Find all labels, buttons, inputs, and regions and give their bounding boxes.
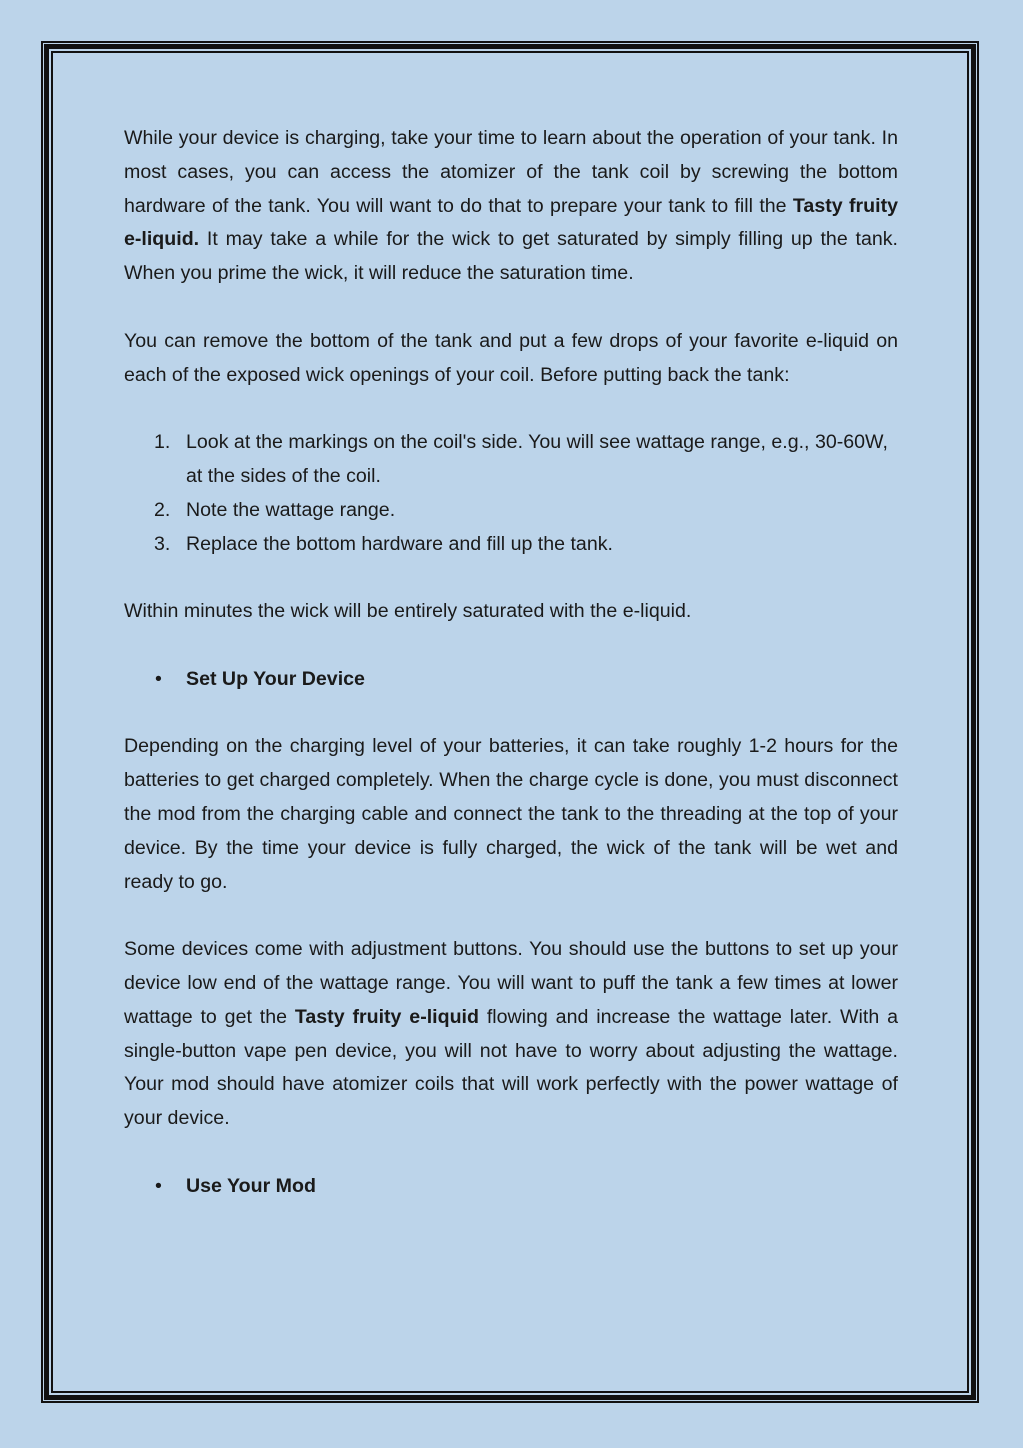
paragraph-text: Some devices come with adjustment buttons. You should use the buttons to set up your device low end of the wattage range. You will want to puff the tank a few times at lower wattage to get the xyxy=(124,938,898,1028)
list-item xyxy=(124,426,898,494)
paragraph-text: It may take a while for the wick to get saturated by simply filling up the tank. When you prime the wick, it will reduce the saturation time. xyxy=(124,228,898,285)
paragraph-text: flowing and increase the wattage later. With a single-button vape pen device, you will not have to worry about adjusting the wattage. Your mod should have atomizer coils that will work perfectly with the power wattage of your device. xyxy=(124,1005,898,1130)
section-heading-set-up xyxy=(124,663,898,697)
list-item xyxy=(124,528,898,562)
heading-text: Set Up Your Device xyxy=(186,667,365,690)
list-number: 2. xyxy=(154,498,171,521)
list-item-text: Replace the bottom hardware and fill up the tank. xyxy=(186,532,613,555)
bullet-icon: • xyxy=(155,1174,162,1197)
paragraph-tank-operation xyxy=(124,122,898,291)
paragraph-text: While your device is charging, take your time to learn about the operation of your tank. In most cases, you can access the atomizer of the tank coil by screwing the bottom hardware of the tank. You will want to do that to prepare your tank to fill the xyxy=(124,127,898,217)
section-heading-use-mod xyxy=(124,1170,898,1204)
paragraph-prime-wick: You can remove the bottom of the tank and put a few drops of your favorite e-liquid on each of the exposed wick openings of your coil. Before putting back the tank: xyxy=(124,329,898,386)
list-item xyxy=(124,494,898,528)
product-name-bold: Tasty fruity e-liquid xyxy=(294,1005,479,1028)
heading-text: Use Your Mod xyxy=(186,1174,316,1197)
bullet-icon: • xyxy=(155,667,162,690)
list-item-text: Look at the markings on the coil's side. You will see wattage range, e.g., 30-60W, at the sides of the coil. xyxy=(186,431,888,487)
paragraph-charging: Depending on the charging level of your batteries, it can take roughly 1-2 hours for the batteries to get charged completely. When the charge cycle is done, you must disconnect the mod from the charging cable and connect the tank to the threading at the top of your device. By the time your device is fully charged, the wick of the tank will be wet and ready to go. xyxy=(124,735,898,893)
list-number: 1. xyxy=(154,431,171,454)
numbered-list xyxy=(124,426,898,561)
paragraph-saturated: Within minutes the wick will be entirely saturated with the e-liquid. xyxy=(124,600,692,623)
list-number: 3. xyxy=(154,532,171,555)
document-body xyxy=(124,122,898,1237)
product-name-bold: Tasty fruity e-liquid. xyxy=(124,194,898,251)
paragraph-adjustment xyxy=(124,933,898,1136)
list-item-text: Note the wattage range. xyxy=(186,498,396,521)
